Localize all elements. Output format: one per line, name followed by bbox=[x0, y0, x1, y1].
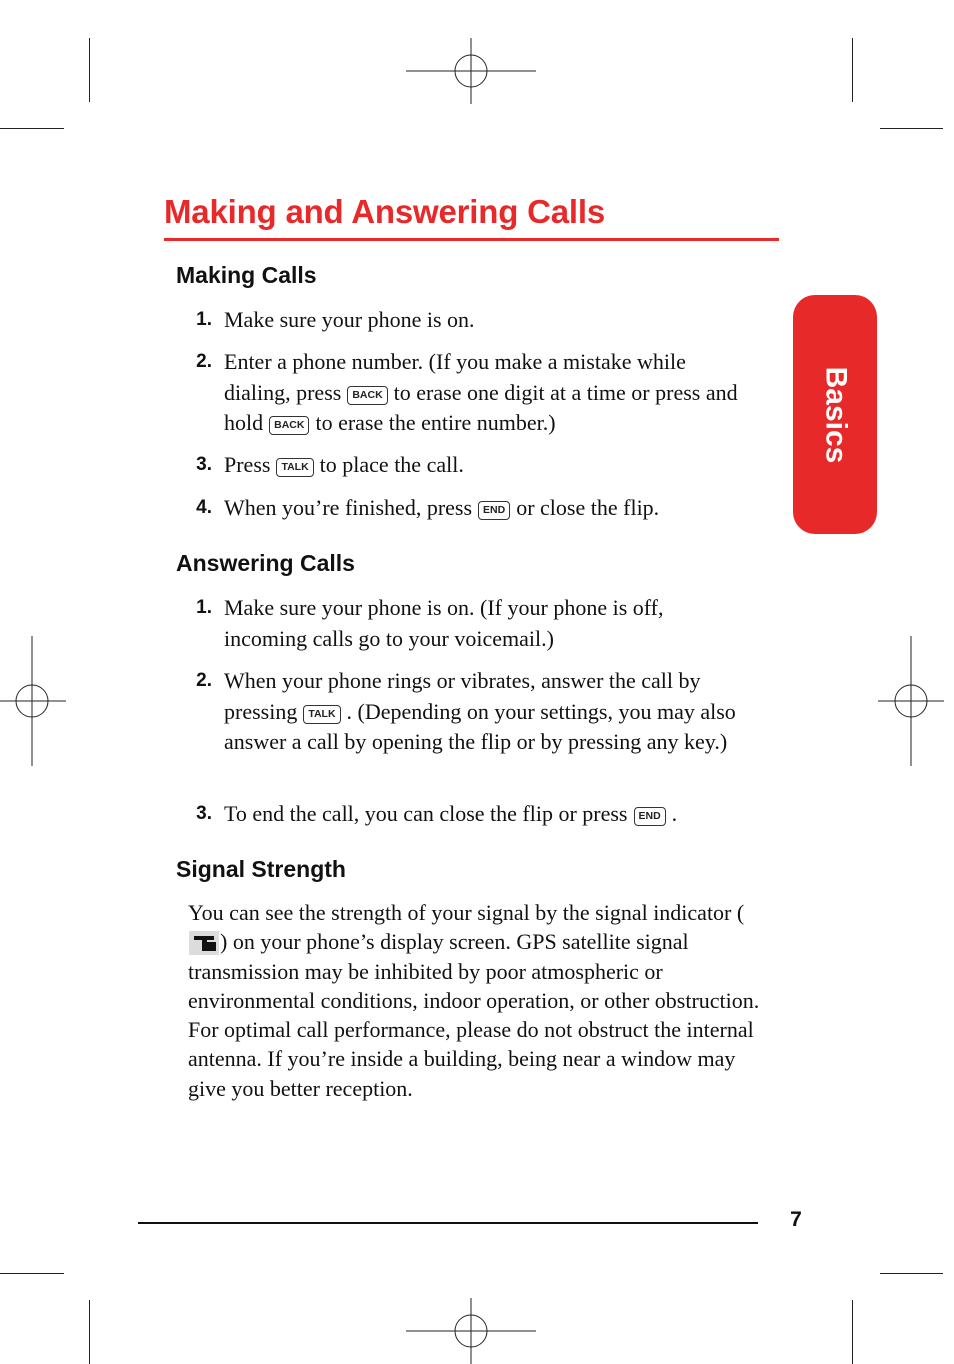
page-number: 7 bbox=[790, 1208, 802, 1231]
talk-key-icon: TALK bbox=[276, 458, 313, 477]
back-key-icon: BACK bbox=[269, 416, 309, 435]
end-key-icon: END bbox=[634, 807, 666, 826]
step-text: When your phone rings or vibrates, answer the call by pressing bbox=[224, 668, 701, 724]
step-number: 2. bbox=[196, 670, 212, 691]
step-text: . (Depending on your settings, you may also answer a call by opening the flip or by pressing any key.) bbox=[224, 698, 736, 754]
list-item bbox=[190, 305, 770, 336]
section-heading-making-calls: Making Calls bbox=[176, 262, 317, 288]
list-item bbox=[190, 593, 770, 654]
crop-mark bbox=[0, 128, 64, 129]
registration-mark-icon bbox=[0, 636, 66, 766]
signal-strength-paragraph bbox=[188, 898, 768, 1103]
step-text: Make sure your phone is on. bbox=[224, 307, 475, 332]
step-text: to erase the entire number.) bbox=[315, 410, 556, 435]
paragraph-text: ) on your phone’s display screen. GPS satellite signal transmission may be inhibited by poor atmospheric or environmental conditions, indoor operation, or other obstruction. For optimal call performance, please do not obstruct the internal antenna. If you’re inside a building, being near a window may give you better reception. bbox=[188, 929, 760, 1101]
step-text: to place the call. bbox=[319, 452, 464, 477]
crop-mark bbox=[89, 38, 90, 102]
step-number: 3. bbox=[196, 803, 212, 824]
step-text: Press bbox=[224, 452, 271, 477]
section-tab-label: Basics bbox=[819, 366, 852, 463]
step-text: When you’re finished, press bbox=[224, 495, 473, 520]
talk-key-icon: TALK bbox=[303, 705, 340, 724]
step-number: 2. bbox=[196, 351, 212, 372]
list-item bbox=[190, 347, 770, 439]
section-heading-answering-calls: Answering Calls bbox=[176, 550, 355, 576]
title-underline bbox=[164, 238, 779, 241]
back-key-icon: BACK bbox=[347, 386, 387, 405]
crop-mark bbox=[852, 1300, 853, 1364]
registration-mark-icon bbox=[406, 38, 536, 104]
page-title: Making and Answering Calls bbox=[164, 193, 605, 230]
section-heading-signal-strength: Signal Strength bbox=[176, 856, 346, 882]
crop-mark bbox=[0, 1273, 64, 1274]
step-text: . bbox=[671, 801, 678, 826]
step-text: to erase one digit at a time or press and hold bbox=[224, 379, 738, 435]
list-item bbox=[190, 493, 770, 524]
crop-mark bbox=[89, 1300, 90, 1364]
step-text: To end the call, you can close the flip or press bbox=[224, 801, 628, 826]
crop-mark bbox=[852, 38, 853, 102]
registration-mark-icon bbox=[878, 636, 944, 766]
step-text: Make sure your phone is on. (If your phone is off, incoming calls go to your voicemail.) bbox=[224, 595, 664, 651]
end-key-icon: END bbox=[478, 501, 510, 520]
list-item bbox=[190, 450, 770, 481]
registration-mark-icon bbox=[406, 1298, 536, 1364]
step-text: Enter a phone number. (If you make a mistake while dialing, press bbox=[224, 349, 686, 405]
step-number: 1. bbox=[196, 597, 212, 618]
paragraph-text: You can see the strength of your signal by the signal indicator ( bbox=[188, 900, 745, 925]
list-item bbox=[190, 799, 770, 830]
signal-strength-icon bbox=[189, 931, 219, 955]
step-text: or close the flip. bbox=[516, 495, 660, 520]
step-number: 1. bbox=[196, 309, 212, 330]
crop-mark bbox=[880, 128, 943, 129]
footer-rule bbox=[138, 1222, 758, 1224]
step-number: 4. bbox=[196, 497, 212, 518]
crop-mark bbox=[880, 1273, 943, 1274]
step-number: 3. bbox=[196, 454, 212, 475]
section-tab bbox=[793, 295, 877, 534]
list-item bbox=[190, 666, 770, 758]
